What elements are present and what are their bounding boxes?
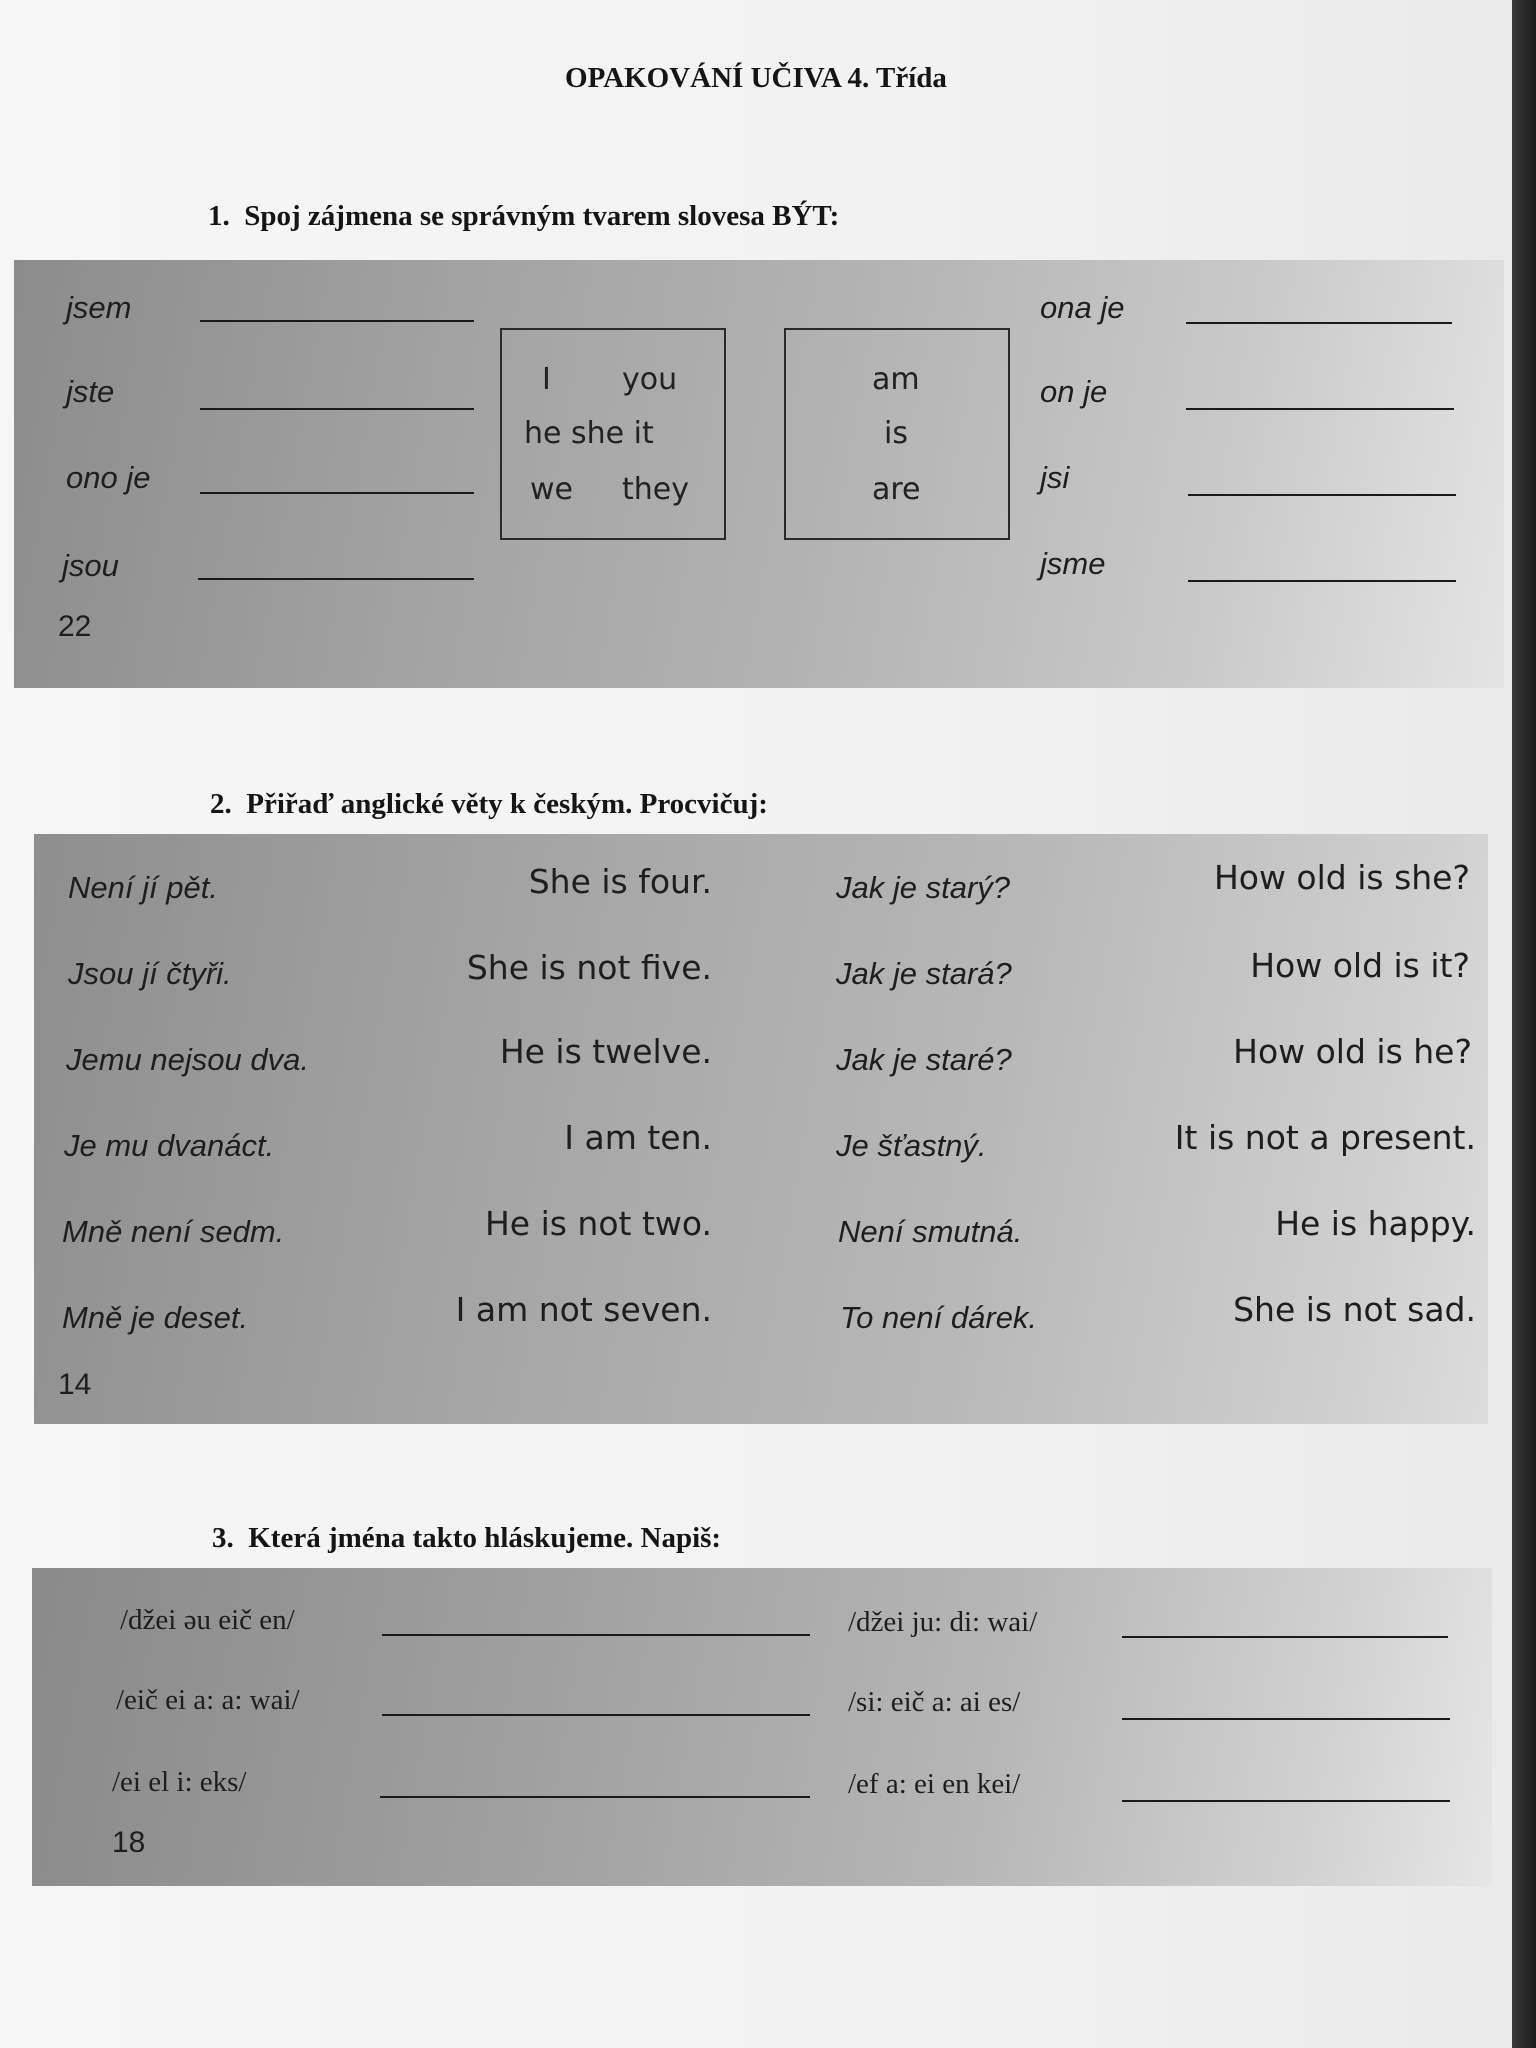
english-sentence: How old is she? (1213, 858, 1470, 897)
answer-line[interactable] (200, 492, 474, 494)
english-sentence: I am ten. (564, 1118, 712, 1157)
s1-left-word: ono je (66, 460, 151, 495)
s1-right-word: jsme (1040, 546, 1106, 581)
s1-left-word: jsou (62, 548, 119, 583)
section-1-heading: 1. Spoj zájmena se správným tvarem slovesa BÝT: (208, 200, 840, 232)
s1-right-word: jsi (1040, 460, 1070, 495)
czech-sentence: To není dárek. (840, 1300, 1038, 1335)
page-title: OPAKOVÁNÍ UČIVA 4. Třída (565, 62, 947, 94)
english-sentence: He is twelve. (499, 1032, 712, 1071)
spelling-prompt: /si: eič a: ai es/ (848, 1686, 1021, 1718)
page-number: 18 (112, 1826, 146, 1859)
s1-left-word: jsem (66, 290, 132, 325)
answer-line[interactable] (198, 578, 474, 580)
czech-sentence: Mně je deset. (62, 1300, 249, 1335)
answer-line[interactable] (382, 1634, 810, 1636)
answer-line[interactable] (1122, 1718, 1450, 1720)
pronoun-row: he she it (524, 416, 654, 451)
verb-form: are (872, 472, 921, 507)
spelling-prompt: /džei əu eič en/ (120, 1604, 295, 1636)
czech-sentence: Jemu nejsou dva. (66, 1042, 309, 1077)
verb-form: am (872, 362, 920, 397)
s1-right-word: ona je (1040, 290, 1125, 325)
page-edge-shadow (1512, 0, 1536, 2048)
answer-line[interactable] (380, 1796, 810, 1798)
english-sentence: I am not seven. (455, 1290, 712, 1329)
pronoun: I (542, 362, 551, 397)
czech-sentence: Jak je staré? (836, 1042, 1012, 1077)
spelling-prompt: /eič ei a: a: wai/ (116, 1684, 300, 1716)
czech-sentence: Je šťastný. (836, 1128, 987, 1163)
s1-left-word: jste (66, 374, 115, 409)
verb-form: is (884, 416, 908, 451)
section-2-heading: 2. Přiřaď anglické věty k českým. Procvičuj: (210, 788, 768, 820)
s1-right-word: on je (1040, 374, 1108, 409)
czech-sentence: Není jí pět. (68, 870, 218, 905)
answer-line[interactable] (1188, 580, 1456, 582)
pronoun: you (622, 362, 678, 397)
czech-sentence: Není smutná. (838, 1214, 1023, 1249)
czech-sentence: Jak je starý? (836, 870, 1011, 905)
answer-line[interactable] (1122, 1636, 1448, 1638)
english-sentence: He is not two. (484, 1204, 712, 1243)
pronoun: they (622, 472, 689, 507)
english-sentence: She is not five. (466, 948, 712, 987)
spelling-prompt: /ei el i: eks/ (112, 1766, 247, 1798)
english-sentence: It is not a present. (1174, 1118, 1476, 1157)
section-3-heading: 3. Která jména takto hláskujeme. Napiš: (212, 1522, 722, 1554)
page-number: 14 (58, 1368, 92, 1401)
answer-line[interactable] (1186, 408, 1454, 410)
section-2-panel (34, 834, 1488, 1424)
czech-sentence: Mně není sedm. (62, 1214, 285, 1249)
answer-line[interactable] (1188, 494, 1456, 496)
answer-line[interactable] (1122, 1800, 1450, 1802)
spelling-prompt: /džei ju: di: wai/ (848, 1606, 1038, 1638)
czech-sentence: Je mu dvanáct. (64, 1128, 275, 1163)
answer-line[interactable] (1186, 322, 1452, 324)
spelling-prompt: /ef a: ei en kei/ (848, 1768, 1021, 1800)
czech-sentence: Jak je stará? (836, 956, 1012, 991)
answer-line[interactable] (200, 408, 474, 410)
czech-sentence: Jsou jí čtyři. (68, 956, 232, 991)
english-sentence: How old is it? (1250, 946, 1470, 985)
english-sentence: He is happy. (1275, 1204, 1476, 1243)
english-sentence: She is not sad. (1233, 1290, 1476, 1329)
verb-box (784, 328, 1010, 540)
english-sentence: How old is he? (1233, 1032, 1472, 1071)
answer-line[interactable] (200, 320, 474, 322)
section-3-panel (32, 1568, 1492, 1886)
section-1-panel (14, 260, 1504, 688)
page-number: 22 (58, 610, 92, 643)
english-sentence: She is four. (528, 862, 712, 901)
pronoun-box (500, 328, 726, 540)
pronoun: we (530, 472, 573, 507)
answer-line[interactable] (382, 1714, 810, 1716)
